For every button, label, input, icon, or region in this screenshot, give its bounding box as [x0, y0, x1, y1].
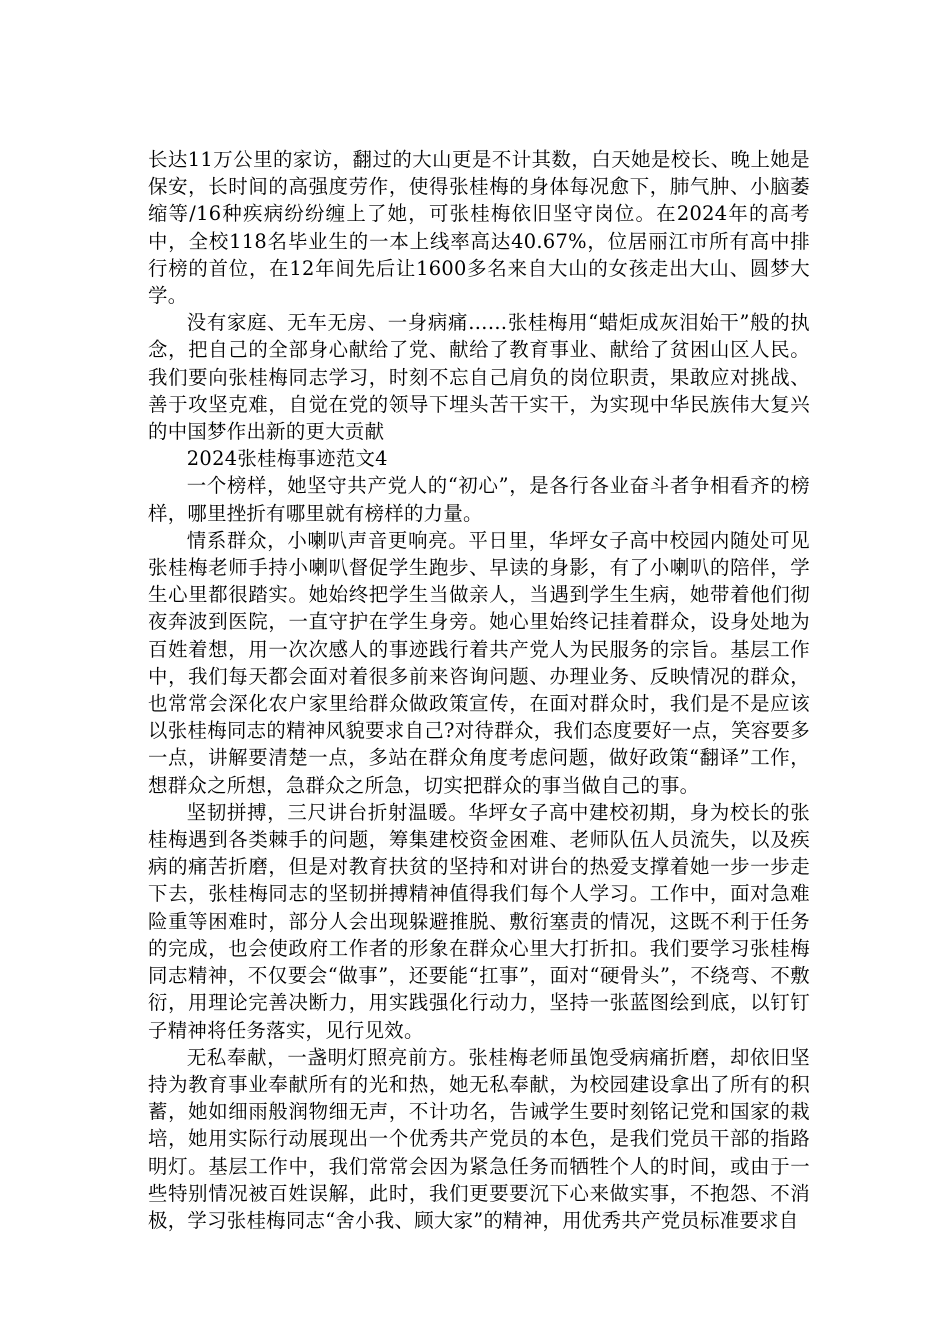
paragraph-continuation: 长达11万公里的家访，翻过的大山更是不计其数，白天她是校长、晚上她是保安，长时间的高强度劳作，使得张桂梅的身体每况愈下，肺气肿、小脑萎缩等/16种疾病纷纷缠上了她，可张桂梅依旧坚守岗位。在2024年的高考中，全校118名毕业生的一本上线率高达40.67%，位居丽江市所有高中排行榜的首位，在12年间先后让1600多名来自大山的女孩走出大山、圆梦大学。 — [148, 148, 810, 308]
section-heading: 2024张桂梅事迹范文4 — [186, 447, 388, 471]
paragraph-body: 无私奉献，一盏明灯照亮前方。张桂梅老师虽饱受病痛折磨，却依旧坚持为教育事业奉献所有的光和热，她无私奉献，为校园建设拿出了所有的积蓄，她如细雨般润物细无声，不计功名，告诫学生要时刻铭记党和国家的栽培，她用实际行动展现出一个优秀共产党员的本色，是我们党员干部的指路明灯。基层工作中，我们常常会因为紧急任务而牺牲个人的时间，或由于一些特别情况被百姓误解，此时，我们更要要沉下心来做实事，不抱怨、不消极，学习张桂梅同志“舍小我、顾大家”的精神，用优秀共产党员标准要求自 — [148, 1045, 810, 1232]
document-body — [148, 146, 810, 1234]
paragraph-body: 情系群众，小喇叭声音更响亮。平日里，华坪女子高中校园内随处可见张桂梅老师手持小喇叭督促学生跑步、早读的身影，有了小喇叭的陪伴，学生心里都很踏实。她始终把学生当做亲人，当遇到学生生病，她带着他们彻夜奔波到医院，一直守护在学生身旁。她心里始终记挂着群众，设身处地为百姓着想，用一次次感人的事迹践行着共产党人为民服务的宗旨。基层工作中，我们每天都会面对着很多前来咨询问题、办理业务、反映情况的群众，也常常会深化农户家里给群众做政策宣传，在面对群众时，我们是不是应该以张桂梅同志的精神风貌要求自己?对待群众，我们态度要好一点，笑容要多一点，讲解要清楚一点，多站在群众角度考虑问题，做好政策“翻译”工作，想群众之所想，急群众之所急，切实把群众的事当做自己的事。 — [148, 528, 810, 797]
paragraph-body: 一个榜样，她坚守共产党人的“初心”，是各行各业奋斗者争相看齐的榜样，哪里挫折有哪里就有榜样的力量。 — [148, 474, 810, 525]
paragraph-body: 坚韧拼搏，三尺讲台折射温暖。华坪女子高中建校初期，身为校长的张桂梅遇到各类棘手的问题，筹集建校资金困难、老师队伍人员流失，以及疾病的痛苦折磨，但是对教育扶贫的坚持和对讲台的热爱支撑着她一步一步走下去，张桂梅同志的坚韧拼搏精神值得我们每个人学习。工作中，面对急难险重等困难时，部分人会出现躲避推脱、敷衍塞责的情况，这既不利于任务的完成，也会使政府工作者的形象在群众心里大打折扣。我们要学习张桂梅同志精神，不仅要会“做事”，还要能“扛事”，面对“硬骨头”，不绕弯、不敷衍，用理论完善决断力，用实践强化行动力，坚持一张蓝图绘到底，以钉钉子精神将任务落实，见行见效。 — [148, 800, 810, 1042]
paragraph-body: 没有家庭、无车无房、一身病痛……张桂梅用“蜡炬成灰泪始干”般的执念，把自己的全部身心献给了党、献给了教育事业、献给了贫困山区人民。我们要向张桂梅同志学习，时刻不忘自己肩负的岗位职责，果敢应对挑战、善于攻坚克难，自觉在党的领导下埋头苦干实干，为实现中华民族伟大复兴的中国梦作出新的更大贡献 — [148, 311, 810, 444]
